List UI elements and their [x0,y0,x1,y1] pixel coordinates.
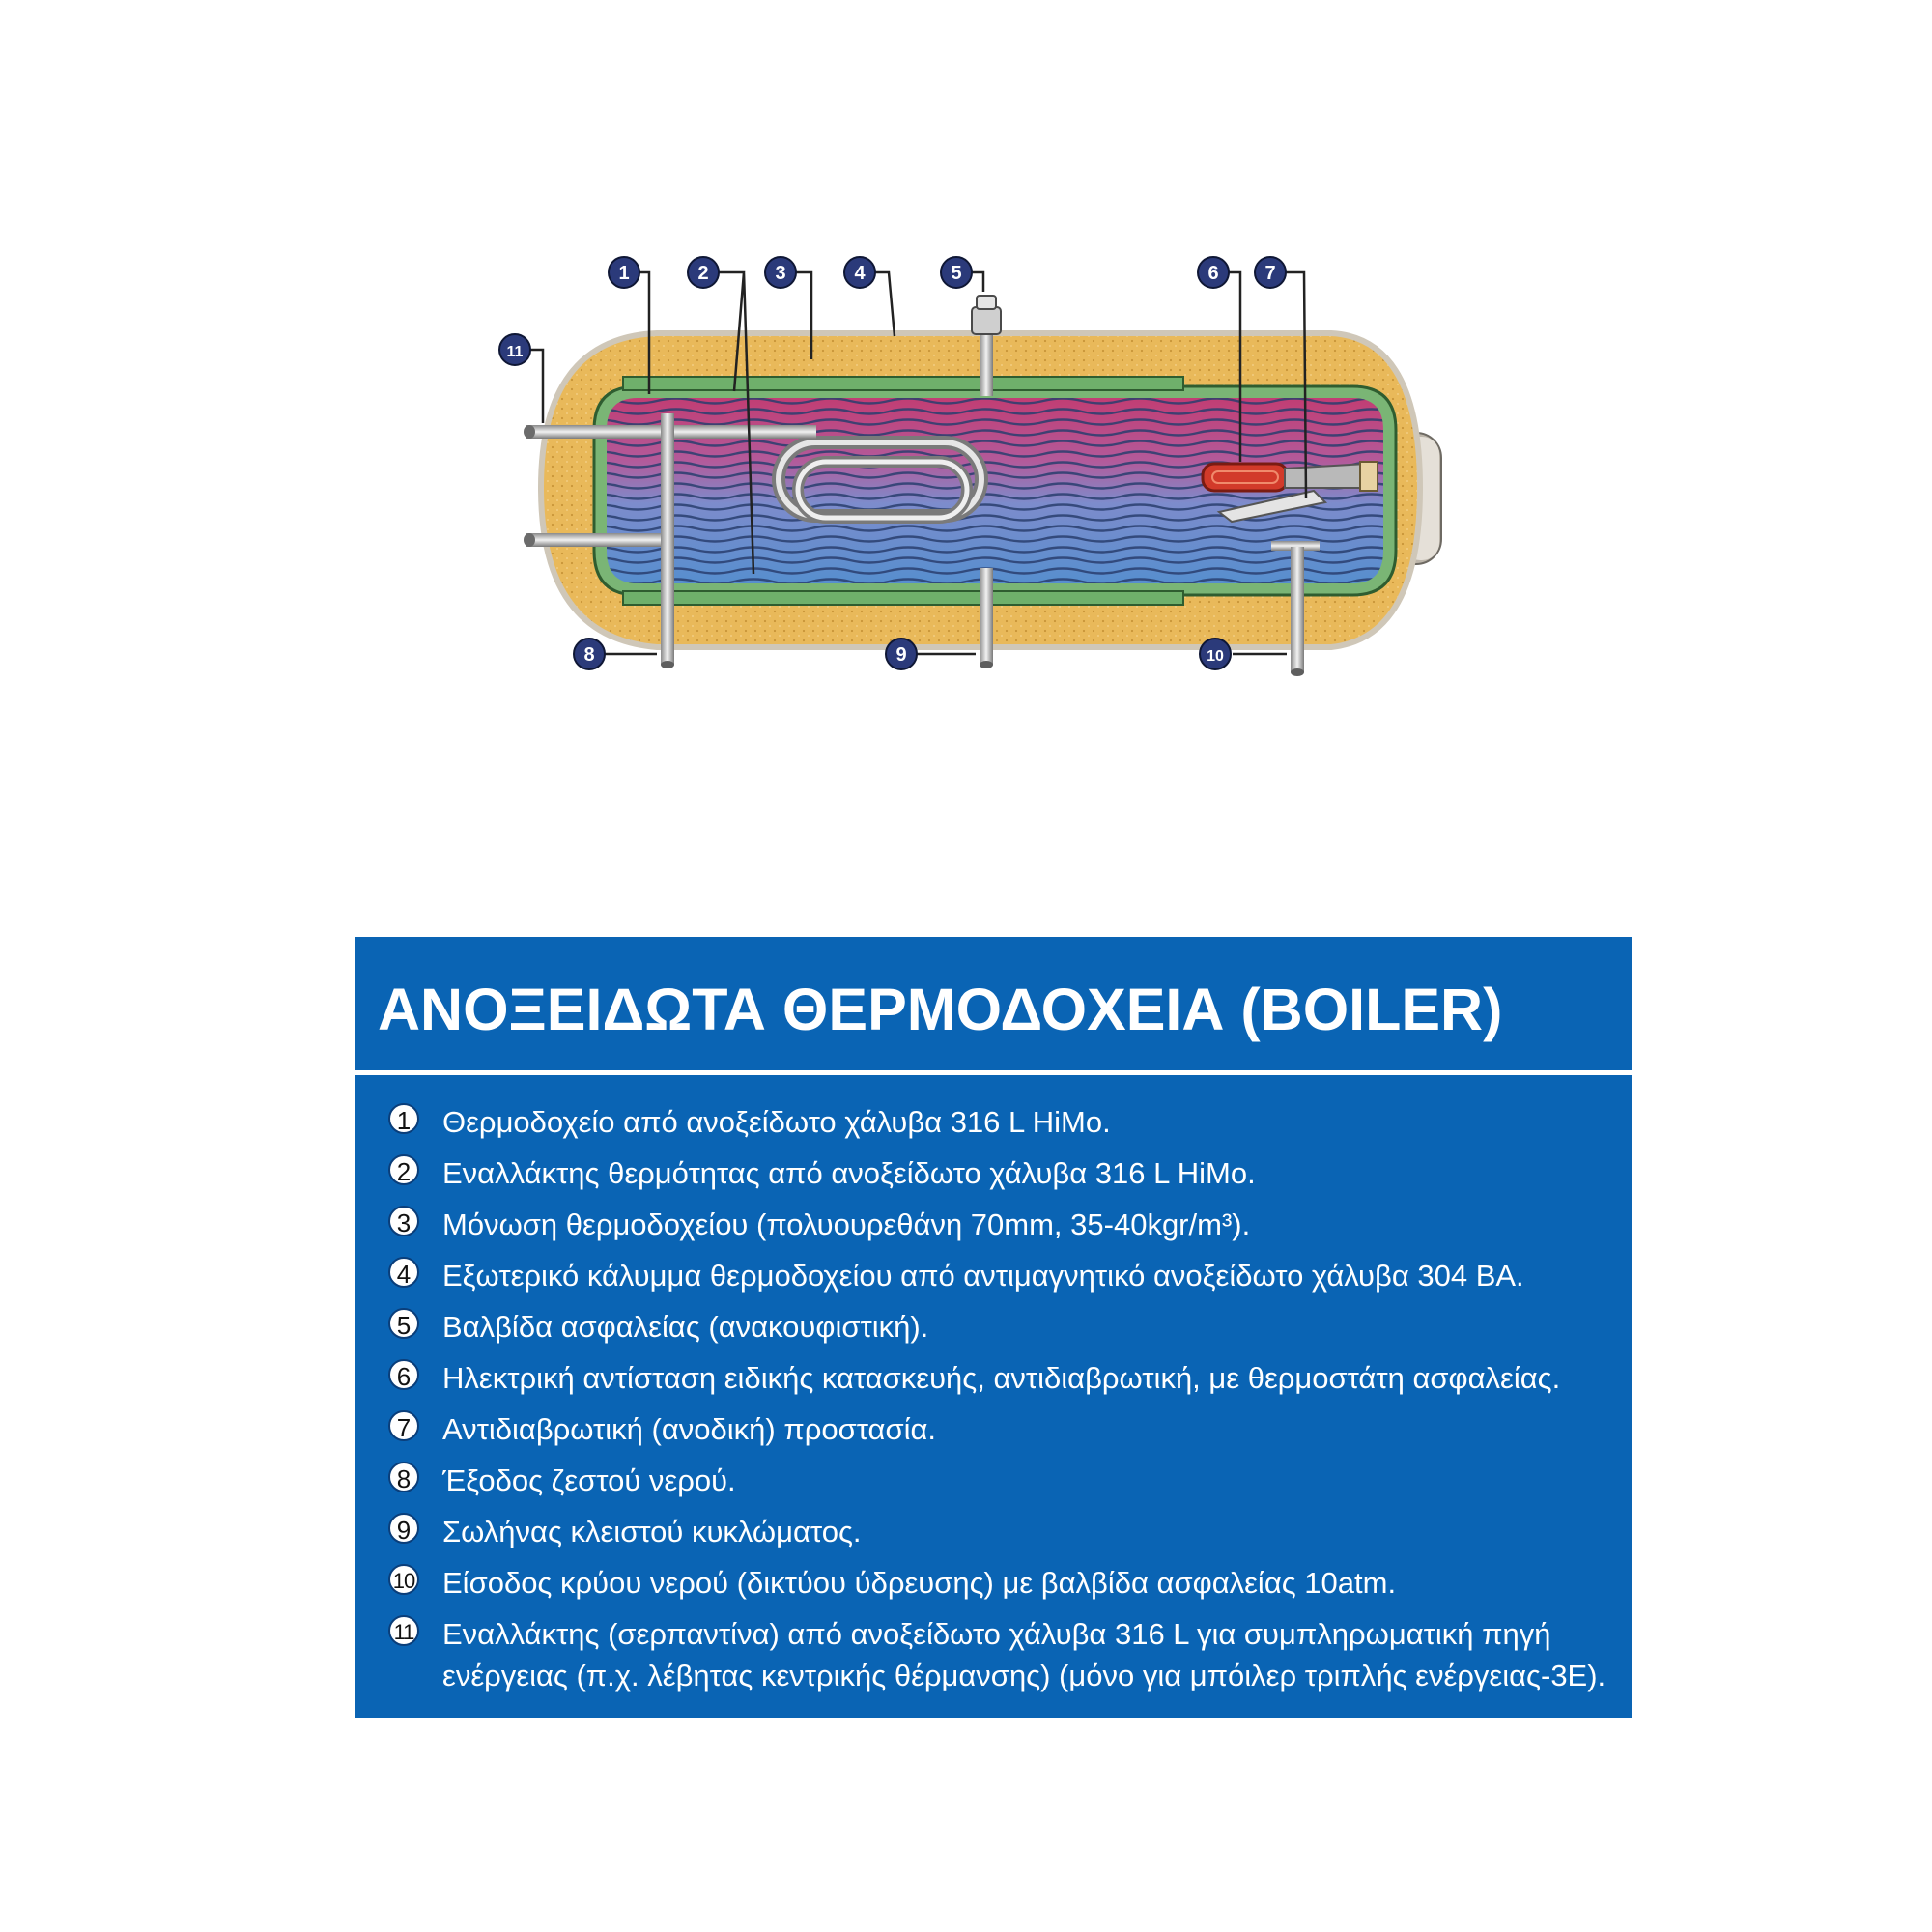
legend-text: Εναλλάκτης θερμότητας από ανοξείδωτο χάλυβα 316 L HiMo. [442,1156,1256,1190]
callout-number: 6 [1208,263,1219,284]
legend-number-badge: 4 [388,1257,419,1288]
legend-number-badge: 1 [388,1103,419,1134]
title-divider [355,1070,1632,1075]
closed-circuit-pipe [980,568,993,668]
legend-number-badge: 10 [388,1564,419,1595]
legend-text: Είσοδος κρύου νερού (δικτύου ύδρευσης) με βαλβίδα ασφαλείας 10atm. [442,1566,1397,1600]
legend-text: Σωλήνας κλειστού κυκλώματος. [442,1515,862,1548]
callout-number: 5 [951,263,962,284]
legend-number-badge: 5 [388,1308,419,1339]
legend-number-badge: 9 [388,1513,419,1544]
legend-item [355,1255,1632,1296]
legend-text: Ηλεκτρική αντίσταση ειδικής κατασκευής, αντιδιαβρωτική, με θερμοστάτη ασφαλείας. [442,1361,1561,1395]
callout-number: 1 [618,263,630,284]
legend-number-badge: 2 [388,1154,419,1185]
legend-item [355,1204,1632,1245]
legend-item [355,1408,1632,1450]
legend-text: Μόνωση θερμοδοχείου (πολυουρεθάνη 70mm, 35-40kgr/m³). [442,1208,1251,1241]
legend-item [355,1613,1632,1696]
legend-item [355,1511,1632,1552]
callout-number: 4 [854,263,866,284]
legend-text: Έξοδος ζεστού νερού. [442,1463,736,1497]
legend-item [355,1101,1632,1143]
callout-leader-line [873,272,895,336]
legend-list [355,1101,1632,1706]
legend-item [355,1306,1632,1348]
legend-item [355,1562,1632,1604]
legend-number-badge: 11 [388,1615,419,1646]
callout-number: 8 [583,644,595,666]
legend-item [355,1460,1632,1501]
boiler-diagram [0,0,1932,773]
callout-number: 3 [775,263,786,284]
legend-text: Αντιδιαβρωτική (ανοδική) προστασία. [442,1412,937,1446]
callout-number: 2 [697,263,709,284]
hot-water-outlet-pipe [661,413,674,668]
legend-text: Βαλβίδα ασφαλείας (ανακουφιστική). [442,1310,929,1344]
info-panel [355,937,1632,1718]
callout-number: 9 [895,644,907,666]
legend-item [355,1357,1632,1399]
callout-number: 7 [1264,263,1276,284]
callout-leader-line [529,350,543,423]
legend-number-badge: 3 [388,1206,419,1236]
callout-number: 10 [1207,648,1224,665]
legend-text: Θερμοδοχείο από ανοξείδωτο χάλυβα 316 L HiMo. [442,1105,1111,1139]
legend-number-badge: 6 [388,1359,419,1390]
legend-text: Εναλλάκτης (σερπαντίνα) από ανοξείδωτο χάλυβα 316 L για συμπληρωματική πηγή ενέργειας (π.χ. λέβητας κεντρικής θέρμανσης) (μόνο για μπόιλερ τριπλής ενέργειας-3Ε). [442,1617,1606,1692]
legend-number-badge: 8 [388,1462,419,1492]
legend-text: Εξωτερικό κάλυμμα θερμοδοχείου από αντιμαγνητικό ανοξείδωτο χάλυβα 304 BA. [442,1259,1524,1293]
legend-number-badge: 7 [388,1410,419,1441]
panel-title: ΑΝΟΞΕΙΔΩΤΑ ΘΕΡΜΟΔΟΧΕΙΑ (BOILER) [378,977,1503,1042]
legend-item [355,1152,1632,1194]
callout-number: 11 [506,344,524,360]
